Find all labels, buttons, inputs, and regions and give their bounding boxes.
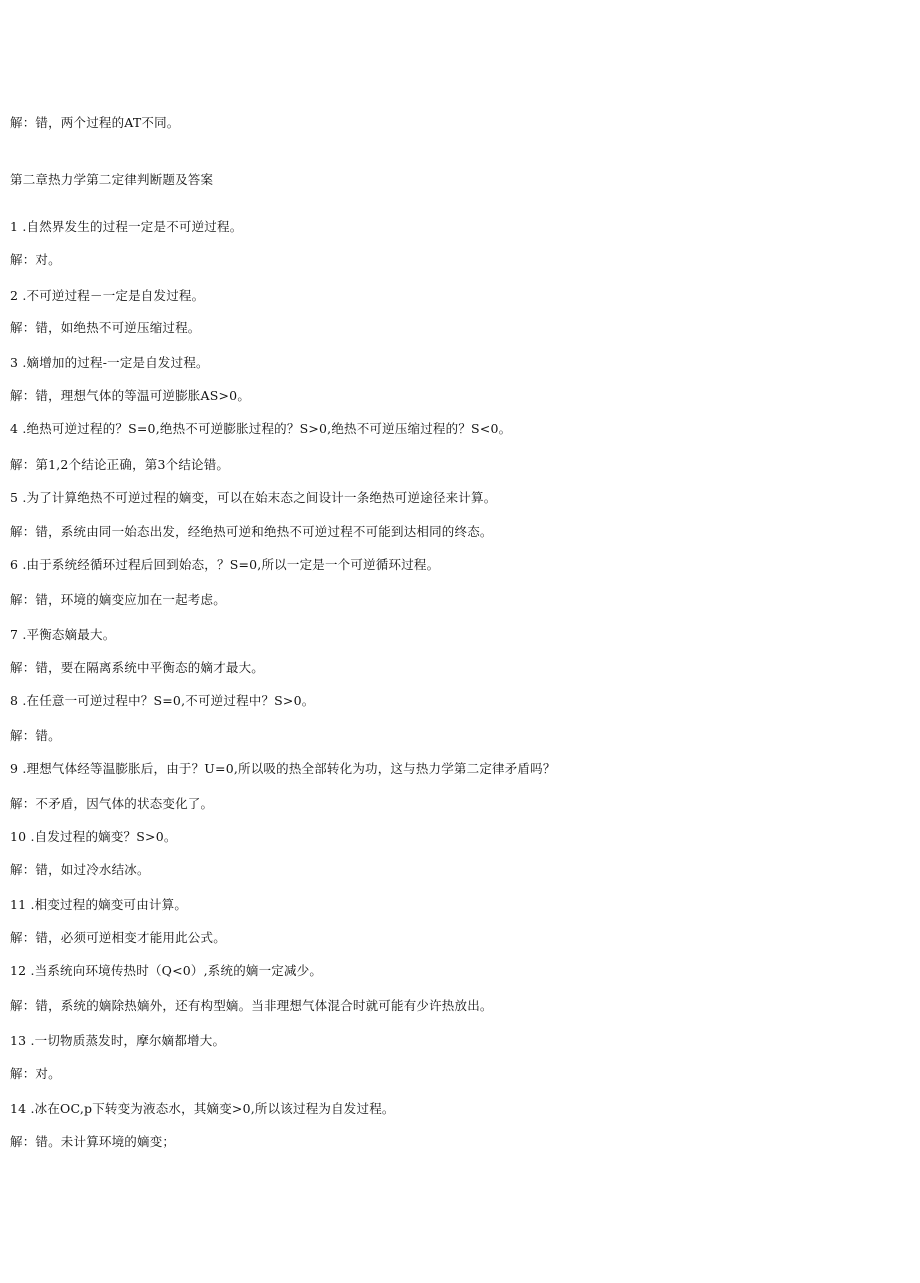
- question-2: 2 .不可逆过程－一定是自发过程。: [10, 288, 205, 303]
- question-13: 13 .一切物质蒸发时，摩尔嫡都增大。: [10, 1033, 226, 1048]
- answer-9: 解：不矛盾，因气体的状态变化了。: [10, 796, 214, 811]
- answer-14: 解：错。未计算环境的嫡变；: [10, 1134, 176, 1149]
- answer-12: 解：错，系统的嫡除热嫡外，还有构型嫡。当非理想气体混合时就可能有少许热放出。: [10, 998, 493, 1013]
- answer-3: 解：错，理想气体的等温可逆膨胀AS>0。: [10, 388, 251, 403]
- question-5: 5 .为了计算绝热不可逆过程的嫡变，可以在始末态之间设计一条绝热可逆途径来计算。: [10, 490, 497, 505]
- answer-1: 解：对。: [10, 252, 61, 267]
- answer-4: 解：第1,2个结论正确，第3个结论错。: [10, 457, 230, 472]
- answer-6: 解：错，环境的嫡变应加在一起考虑。: [10, 592, 226, 607]
- answer-11: 解：错，必须可逆相变才能用此公式。: [10, 930, 226, 945]
- answer-2: 解：错，如绝热不可逆压缩过程。: [10, 320, 201, 335]
- question-12: 12 .当系统向环境传热时（Q<0）,系统的嫡一定减少。: [10, 963, 323, 978]
- question-4: 4 .绝热可逆过程的？S=0,绝热不可逆膨胀过程的？S>0,绝热不可逆压缩过程的？S<0。: [10, 421, 512, 436]
- question-9: 9 .理想气体经等温膨胀后，由于？U=0,所以吸的热全部转化为功，这与热力学第二定律矛盾吗？: [10, 761, 556, 776]
- question-6: 6 .由于系统经循环过程后回到始态，？S=0,所以一定是一个可逆循环过程。: [10, 557, 440, 572]
- question-8: 8 .在任意一可逆过程中？S=0,不可逆过程中？S>0。: [10, 693, 315, 708]
- question-10: 10 .自发过程的嫡变？S>0。: [10, 829, 177, 844]
- question-7: 7 .平衡态嫡最大。: [10, 627, 116, 642]
- question-14: 14 .冰在OC,p下转变为液态水，其嫡变>0,所以该过程为自发过程。: [10, 1101, 395, 1116]
- question-3: 3 .嫡增加的过程-一定是自发过程。: [10, 355, 209, 370]
- answer-5: 解：错，系统由同一始态出发，经绝热可逆和绝热不可逆过程不可能到达相同的终态。: [10, 524, 493, 539]
- answer-7: 解：错，要在隔离系统中平衡态的嫡才最大。: [10, 660, 265, 675]
- question-1: 1 .自然界发生的过程一定是不可逆过程。: [10, 219, 243, 234]
- intro-answer: 解：错，两个过程的AT不同。: [10, 115, 180, 130]
- answer-10: 解：错，如过冷水结冰。: [10, 862, 150, 877]
- section-title: 第二章热力学第二定律判断题及答案: [10, 172, 214, 187]
- answer-13: 解：对。: [10, 1066, 61, 1081]
- answer-8: 解：错。: [10, 728, 61, 743]
- question-11: 11 .相变过程的嫡变可由计算。: [10, 897, 188, 912]
